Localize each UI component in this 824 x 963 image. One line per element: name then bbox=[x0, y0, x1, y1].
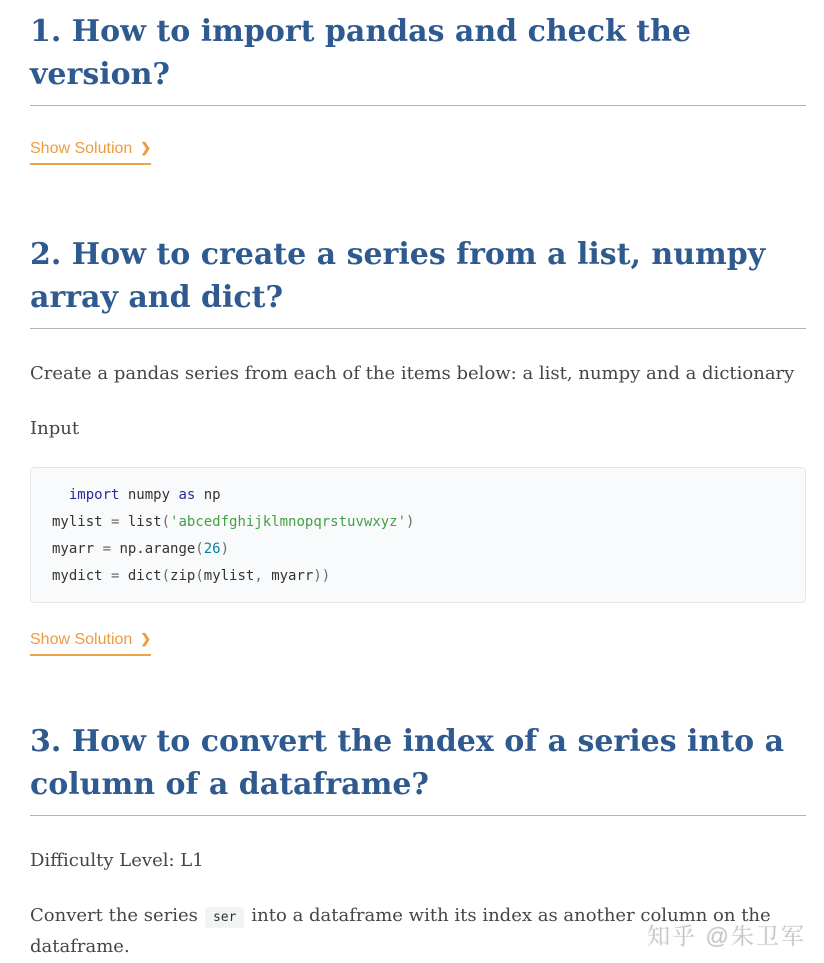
question-3-task bbox=[30, 901, 806, 962]
code-block: import numpy as np mylist = list('abcedfghijklmnopqrstuvwxyz') myarr = np.arange(26) mydict = dict(zip(mylist, myarr)) bbox=[30, 467, 806, 603]
input-label: Input bbox=[30, 418, 80, 440]
section-question-1 bbox=[30, 10, 806, 165]
question-2-heading: 2. How to create a series from a list, numpy array and dict? bbox=[30, 233, 806, 329]
watermark: 知乎 @朱卫军 bbox=[647, 923, 806, 949]
inline-code-ser: ser bbox=[205, 907, 244, 928]
chevron-right-icon: ❯ bbox=[140, 140, 152, 155]
show-solution-label: Show Solution bbox=[30, 140, 133, 157]
task-text-before: Convert the series bbox=[30, 905, 198, 927]
section-question-2 bbox=[30, 233, 806, 656]
chevron-right-icon: ❯ bbox=[140, 631, 152, 647]
show-solution-label: Show Solution bbox=[30, 631, 133, 649]
task-text-after: into a dataframe with its index as another column on the dataframe. bbox=[30, 905, 771, 958]
question-3-heading: 3. How to convert the index of a series into a column of a dataframe? bbox=[30, 720, 806, 816]
show-solution-link-2[interactable] bbox=[30, 631, 151, 656]
show-solution-link-1[interactable] bbox=[30, 140, 151, 165]
question-2-description: Create a pandas series from each of the items below: a list, numpy and a dictionary bbox=[30, 363, 795, 384]
difficulty-level: Difficulty Level: L1 bbox=[30, 850, 204, 872]
question-1-heading: 1. How to import pandas and check the version? bbox=[30, 10, 806, 106]
section-question-3 bbox=[30, 720, 806, 962]
